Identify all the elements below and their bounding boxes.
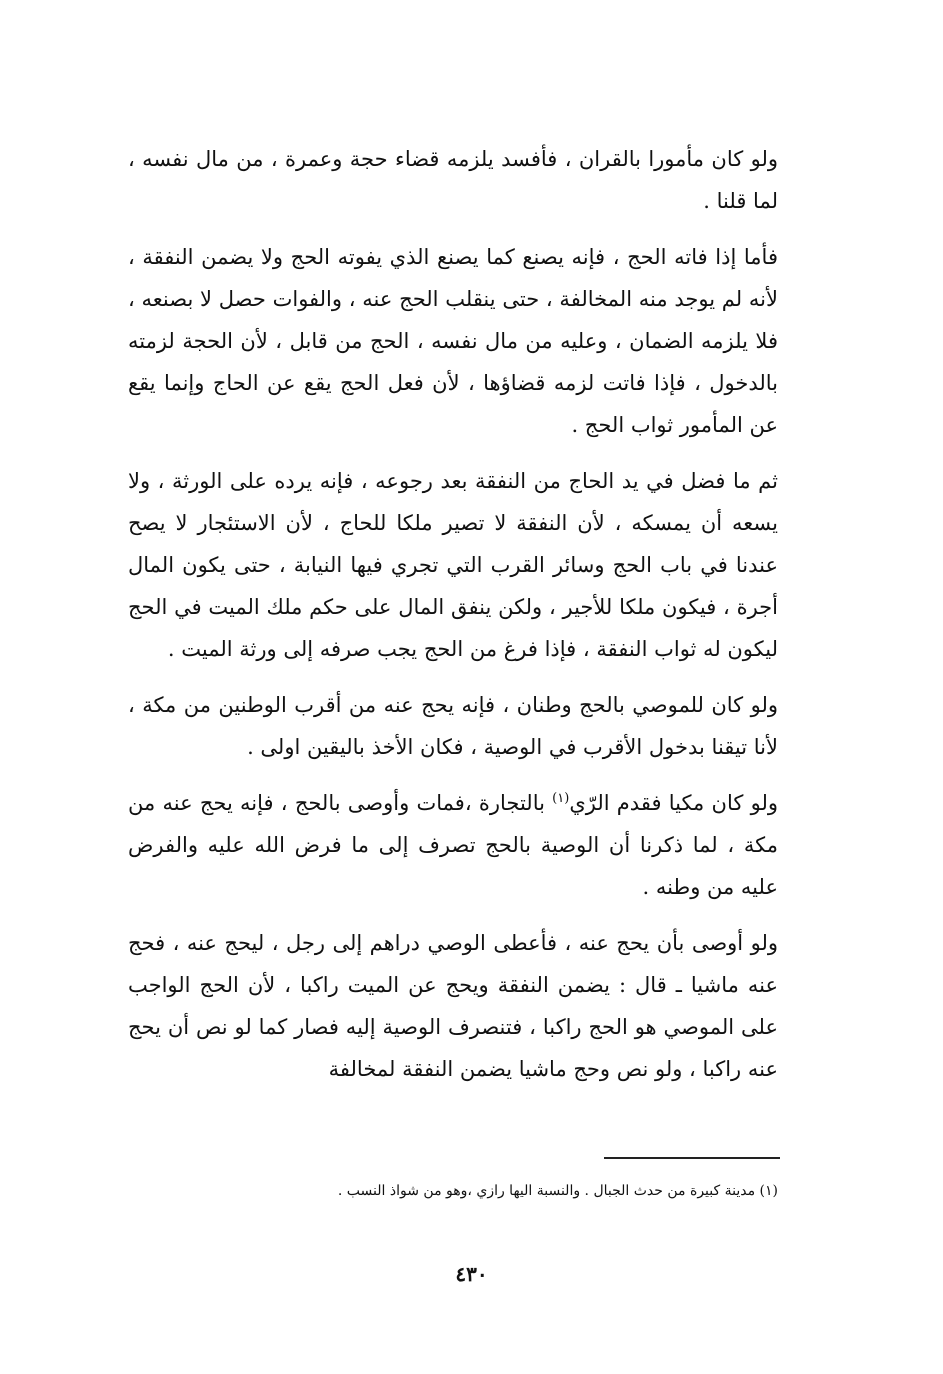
paragraph-5-start: ولو كان مكيا فقدم الرّي [569,791,778,815]
footnote-reference: (١) [552,791,570,806]
paragraph-5 [128,782,778,908]
paragraph-3: ثم ما فضل في يد الحاج من النفقة بعد رجوعه ، فإنه يرده على الورثة ، ولا يسعه أن يمسكه ، لأن النفقة لا تصير ملكا للحاج ، لأن الاستئجار لا يصح عندنا في باب الحج وسائر القرب التي تجري فيها النيابة ، حتى يكون المال أجرة ، فيكون ملكا للأجير ، ولكن ينفق المال على حكم ملك الميت في الحج ليكون له ثواب النفقة ، فإذا فرغ من الحج يجب صرفه إلى ورثة الميت . [128,469,778,661]
footnote: (١) مدينة كبيرة من حدث الجبال . والنسبة اليها رازي ،وهو من شواذ النسب . [337,1183,778,1199]
paragraph-4: ولو كان للموصي بالحج وطنان ، فإنه يحج عنه من أقرب الوطنين من مكة ، لأنا تيقنا بدخول الأقرب في الوصية ، فكان الأخذ باليقين اولى . [128,693,778,759]
paragraph-1: ولو كان مأمورا بالقران ، فأفسد يلزمه قضاء حجة وعمرة ، من مال نفسه ، لما قلنا . [128,147,778,213]
paragraph-2: فأما إذا فاته الحج ، فإنه يصنع كما يصنع الذي يفوته الحج ولا يضمن النفقة ، لأنه لم يوجد منه المخالفة ، حتى ينقلب الحج عنه ، والفوات حصل لا بصنعه ، فلا يلزمه الضمان ، وعليه من مال نفسه ، الحج من قابل ، لأن الحجة لزمته بالدخول ، فإذا فاتت لزمه قضاؤها ، لأن فعل الحج يقع عن الحاج وإنما يقع عن المأمور ثواب الحج . [128,245,778,437]
paragraph-5-end: بالتجارة ،فمات وأوصى بالحج ، فإنه يحج عنه من مكة ، لما ذكرنا أن الوصية بالحج تصرف إلى ما فرض الله عليه والفرض عليه من وطنه . [128,791,778,899]
paragraph-6: ولو أوصى بأن يحج عنه ، فأعطى الوصي دراهم إلى رجل ، ليحج عنه ، فحج عنه ماشيا ـ قال : يضمن النفقة ويحج عن الميت راكبا ، لأن الحج الواجب على الموصي هو الحج راكبا ، فتنصرف الوصية إليه فصار كما لو نص أن يحج عنه راكبا ، ولو نص وحج ماشيا يضمن النفقة لمخالفة [128,931,778,1081]
footnote-divider [604,1157,780,1159]
main-text [128,138,778,1104]
page-number: ٤٣٠ [455,1262,488,1286]
